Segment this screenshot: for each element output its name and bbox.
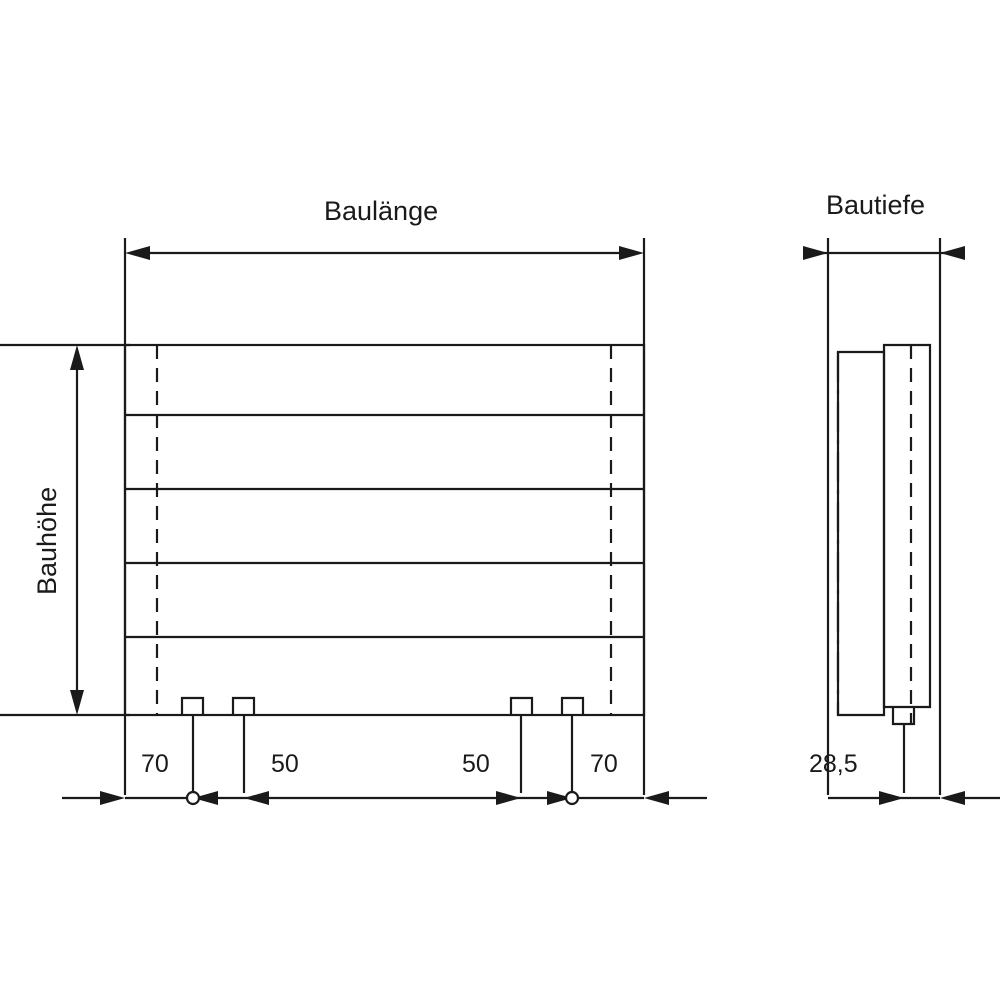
- arrow-bautiefe-right: [940, 246, 965, 260]
- connection-center-left: [187, 792, 199, 804]
- dimension-50-right: 50: [462, 750, 490, 778]
- connector-bracket-4: [562, 698, 583, 715]
- arrow-outer-right: [644, 791, 669, 805]
- connector-bracket-1: [182, 698, 203, 715]
- label-bauhoehe: Bauhöhe: [32, 486, 62, 595]
- arrow-right-baulaenge: [619, 246, 644, 260]
- arrow-285-inner: [879, 791, 904, 805]
- side-view-front-plate: [884, 345, 930, 707]
- arrow-left-baulaenge: [125, 246, 150, 260]
- arrow-285-outer-right: [940, 791, 965, 805]
- connection-center-right: [566, 792, 578, 804]
- dimension-depth: 28,5: [809, 750, 858, 778]
- dimension-70-left: 70: [141, 750, 169, 778]
- arrow-50-left-inner: [244, 791, 269, 805]
- side-view-main-body: [838, 352, 884, 715]
- connector-bracket-2: [233, 698, 254, 715]
- label-bautiefe: Bautiefe: [826, 190, 926, 220]
- label-baulaenge: Baulänge: [324, 196, 439, 226]
- connector-bracket-3: [511, 698, 532, 715]
- arrow-bautiefe-left: [803, 246, 828, 260]
- dimension-70-right: 70: [590, 750, 618, 778]
- dimension-50-left: 50: [271, 750, 299, 778]
- arrow-top-bauhoehe: [70, 345, 84, 370]
- arrow-outer-left: [100, 791, 125, 805]
- arrow-bottom-bauhoehe: [70, 690, 84, 715]
- arrow-50-right-inner: [496, 791, 521, 805]
- radiator-front-outline: [125, 345, 644, 715]
